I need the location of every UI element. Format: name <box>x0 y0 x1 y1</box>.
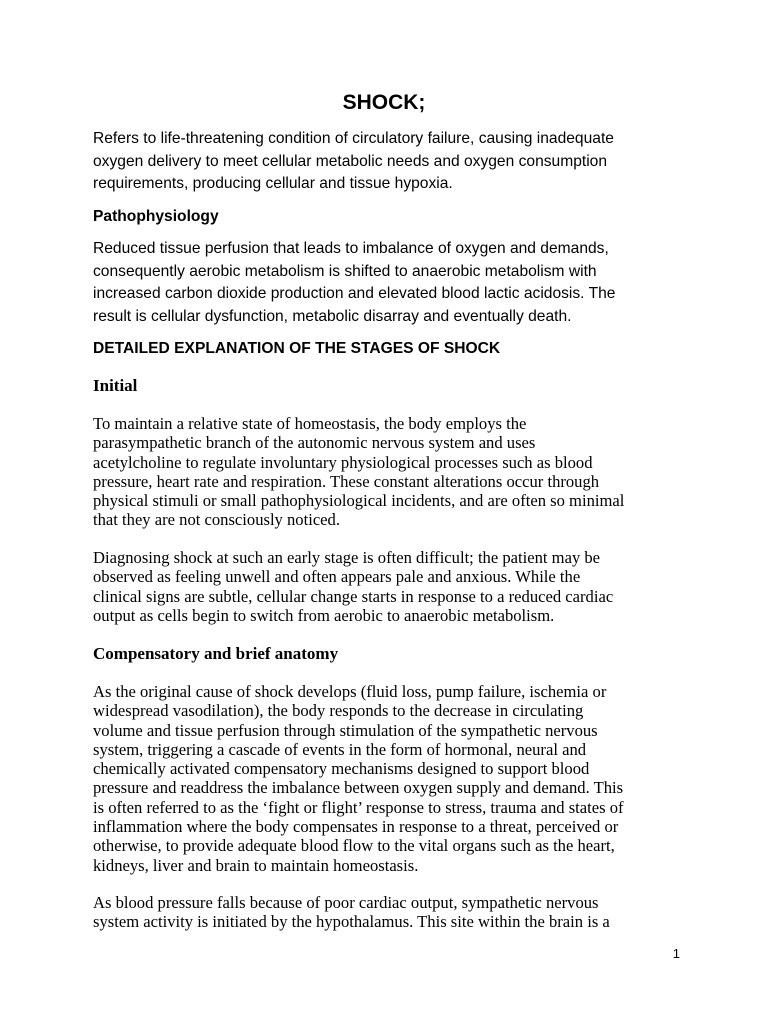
text-line: pressure, heart rate and respiration. These constant alterations occur through <box>93 471 600 491</box>
text-line: system activity is initiated by the hypothalamus. This site within the brain is a <box>93 912 610 932</box>
text-line: that they are not consciously noticed. <box>93 510 340 530</box>
text-line: widespread vasodilation), the body responds to the decrease in circulating <box>93 701 584 721</box>
text-line: As blood pressure falls because of poor cardiac output, sympathetic nervous <box>93 893 599 912</box>
text-line: observed as feeling unwell and often appears pale and anxious. While the <box>93 567 581 587</box>
text-line: increased carbon dioxide production and elevated blood lactic acidosis. The <box>93 285 616 302</box>
compensatory-heading: Compensatory and brief anatomy <box>93 644 339 663</box>
text-line: acetylcholine to regulate involuntary physiological processes such as blood <box>93 452 593 472</box>
text-line: consequently aerobic metabolism is shifted to anaerobic metabolism with <box>93 262 597 280</box>
stages-heading: DETAILED EXPLANATION OF THE STAGES OF SHOCK <box>93 340 501 357</box>
page-title: SHOCK; <box>342 91 426 114</box>
compensatory-paragraph-1 <box>93 682 693 875</box>
text-line: Refers to life-threatening condition of circulatory failure, causing inadequate <box>93 130 614 147</box>
page-number: 1 <box>672 946 680 961</box>
text-line: chemically activated compensatory mechanisms designed to support blood <box>93 759 590 779</box>
text-line: system, triggering a cascade of events in the form of hormonal, neural and <box>93 739 587 759</box>
text-line: otherwise, to provide adequate blood flow to the vital organs such as the heart, <box>93 836 615 856</box>
text-line: output as cells begin to switch from aerobic to anaerobic metabolism. <box>93 605 555 625</box>
text-line: result is cellular dysfunction, metabolic disarray and eventually death. <box>93 307 572 325</box>
text-line: requirements, producing cellular and tissue hypoxia. <box>93 175 453 192</box>
text-line: volume and tissue perfusion through stimulation of the sympathetic nervous <box>93 720 598 740</box>
compensatory-paragraph-2 <box>93 893 693 932</box>
text-line: physical stimuli or small pathophysiological incidents, and are often so minimal <box>93 491 625 511</box>
text-line: As the original cause of shock develops (fluid loss, pump failure, ischemia or <box>93 682 607 701</box>
text-line: Reduced tissue perfusion that leads to imbalance of oxygen and demands, <box>93 240 609 257</box>
text-line: parasympathetic branch of the autonomic nervous system and uses <box>93 433 536 453</box>
text-line: oxygen delivery to meet cellular metabolic needs and oxygen consumption <box>93 152 608 170</box>
definition-paragraph <box>93 128 693 196</box>
initial-heading: Initial <box>93 376 138 395</box>
text-line: inflammation where the body compensates in response to a threat, perceived or <box>93 817 619 837</box>
initial-paragraph-2 <box>93 548 693 625</box>
initial-paragraph-1 <box>93 414 693 530</box>
text-line: pressure and readdress the imbalance between oxygen supply and demand. This <box>93 778 624 798</box>
text-line: To maintain a relative state of homeostasis, the body employs the <box>93 414 527 433</box>
pathophysiology-paragraph <box>93 238 693 328</box>
text-line: clinical signs are subtle, cellular change starts in response to a reduced cardiac <box>93 586 614 606</box>
text-line: kidneys, liver and brain to maintain homeostasis. <box>93 855 419 875</box>
pathophysiology-heading: Pathophysiology <box>93 208 219 225</box>
text-line: Diagnosing shock at such an early stage is often difficult; the patient may be <box>93 548 601 567</box>
text-line: is often referred to as the ‘fight or flight’ response to stress, trauma and states of <box>93 797 624 817</box>
